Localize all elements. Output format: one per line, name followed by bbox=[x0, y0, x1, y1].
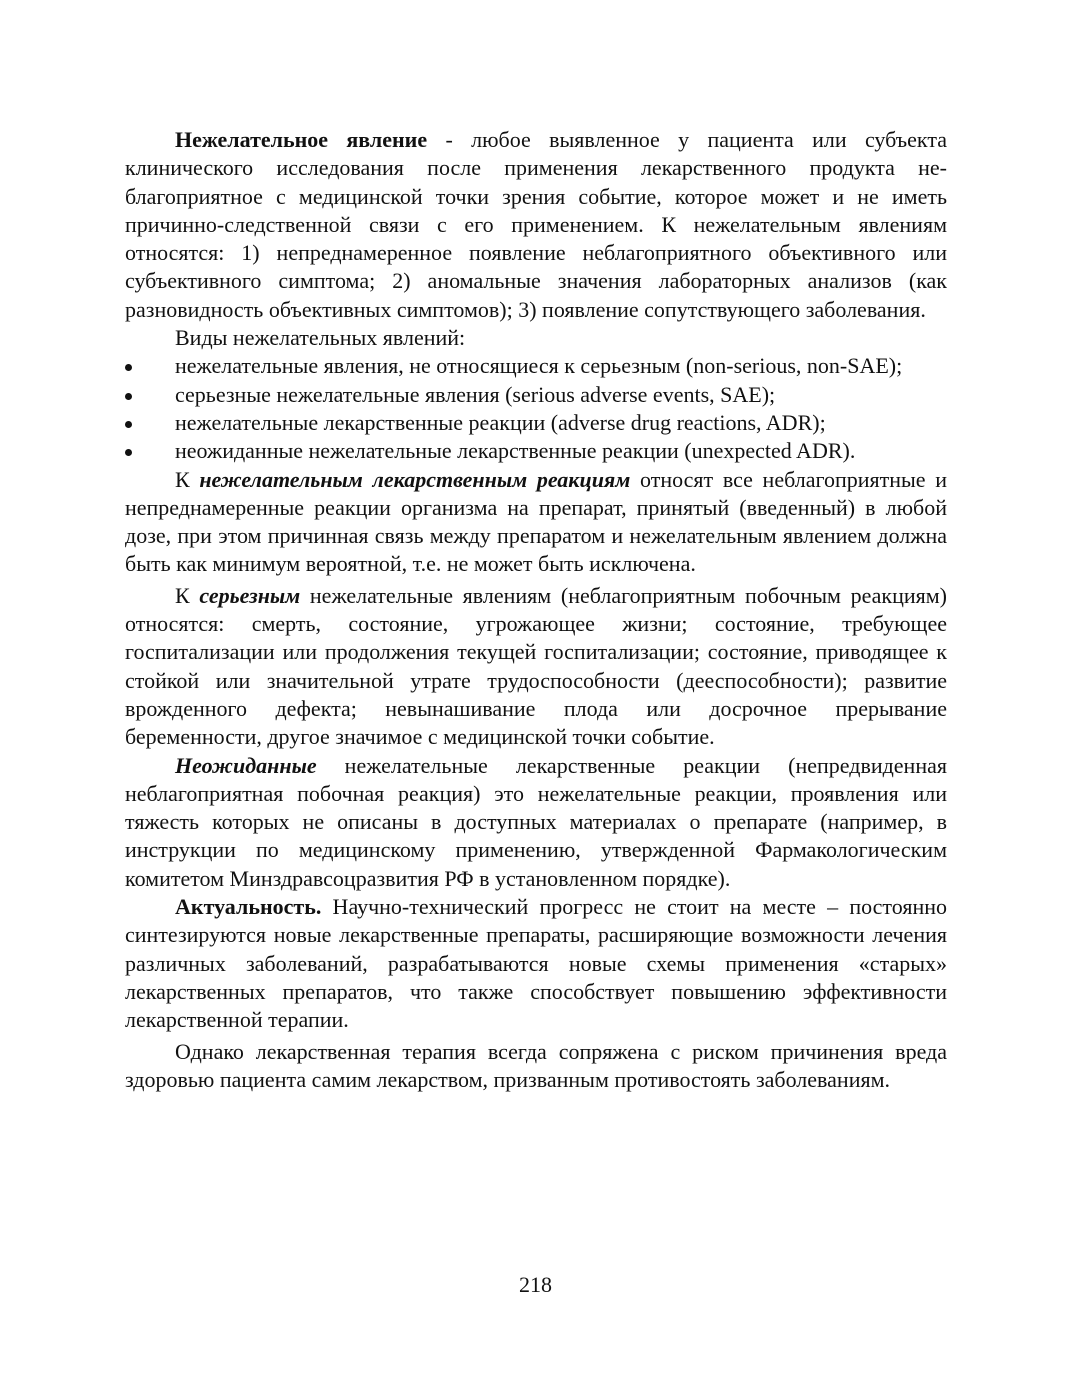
term-adverse-drug-reactions: нежелательным лекарственным реакциям bbox=[199, 466, 631, 492]
paragraph-relevance: Актуальность. Научно-технический прогресс не стоит на месте – постоянно синтезируются новые лекарственные препараты, расширяющие возможности лечения различных заболеваний, разрабатываются новые схемы применения «старых» лекарственных препаратов, что также способствует повышению эффективности лекарственной терапии. bbox=[125, 894, 947, 1033]
term-relevance: Актуальность. bbox=[175, 894, 322, 920]
page-body bbox=[125, 126, 947, 1094]
list-item: нежелательные лекарственные реакции (adverse drug reactions, ADR); bbox=[125, 409, 947, 437]
paragraph-types-heading: Виды нежелательных явлений: bbox=[175, 325, 466, 351]
paragraph-adverse-event-definition bbox=[125, 126, 947, 324]
list-item: нежелательные явления, не относящиеся к серьезным (non-serious, non-SAE); bbox=[125, 352, 947, 380]
adverse-event-types-list bbox=[125, 352, 947, 465]
page-number: 218 bbox=[519, 1272, 552, 1297]
paragraph-text: - любое выявленное у пациента или субъекта клинического исследования после применения лекарственного продукта неблагоприятное с медицинской точки зрения событие, которое может и не иметь причинно-следственной связи с его применением. К нежелательным явлениям относятся: 1) непреднамеренное появление неблагоприятного объективного или субъективного симптома; 2) аномальные значения лабораторных анализов (как разновидность объективных симптомов); 3) появление сопутствующего заболевания. bbox=[125, 127, 947, 322]
list-item: неожиданные нежелательные лекарственные реакции (unexpected ADR). bbox=[125, 437, 947, 465]
term-unexpected: Неожиданные bbox=[175, 752, 317, 778]
bullet-icon bbox=[125, 449, 132, 456]
bullet-icon bbox=[125, 421, 132, 428]
paragraph-adverse-drug-reactions: К нежелательным лекарственным реакциям относят все неблагоприятные и непреднамеренные реакции организма на препарат, принятый (введенный) в любой дозе, при этом причинная связь между препаратом и нежелательным явлением должна быть как минимум вероятной, т.е. не может быть исключена. bbox=[125, 466, 947, 577]
paragraph-serious-events: К серьезным нежелательные явлениям (неблагоприятным побочным реакциям) относятся: смерть, состояние, угрожающее жизни; состояние, требующее госпитализации или продолжения текущей госпитализации; состояние, приводящее к стойкой или значительной утрате трудоспособности (дееспособности); развитие врожденного дефекта; невынашивание плода или досрочное прерывание беременности, другое значимое с медицинской точки событие. bbox=[125, 582, 947, 750]
bullet-icon bbox=[125, 364, 132, 371]
term-adverse-event: Нежелательное явление bbox=[175, 127, 428, 152]
term-serious: серьезным bbox=[199, 582, 301, 608]
paragraph-unexpected-reactions: Неожиданные нежелательные лекарственные реакции (непредвиденная неблагоприятная побочная реакция) это нежелательные реакции, проявления или тяжесть которых не описаны в доступных материалах о препарате (например, в инструкции по медицинскому применению, утвержденной Фармакологическим комитетом Минздравсоцразвития РФ в установленном порядке). bbox=[125, 752, 947, 891]
bullet-icon bbox=[125, 393, 132, 400]
paragraph-risk: Однако лекарственная терапия всегда сопряжена с риском причинения вреда здоровью пациента самим лекарством, призванным противостоять заболеваниям. bbox=[125, 1038, 947, 1092]
list-item: серьезные нежелательные явления (serious adverse events, SAE); bbox=[125, 381, 947, 409]
